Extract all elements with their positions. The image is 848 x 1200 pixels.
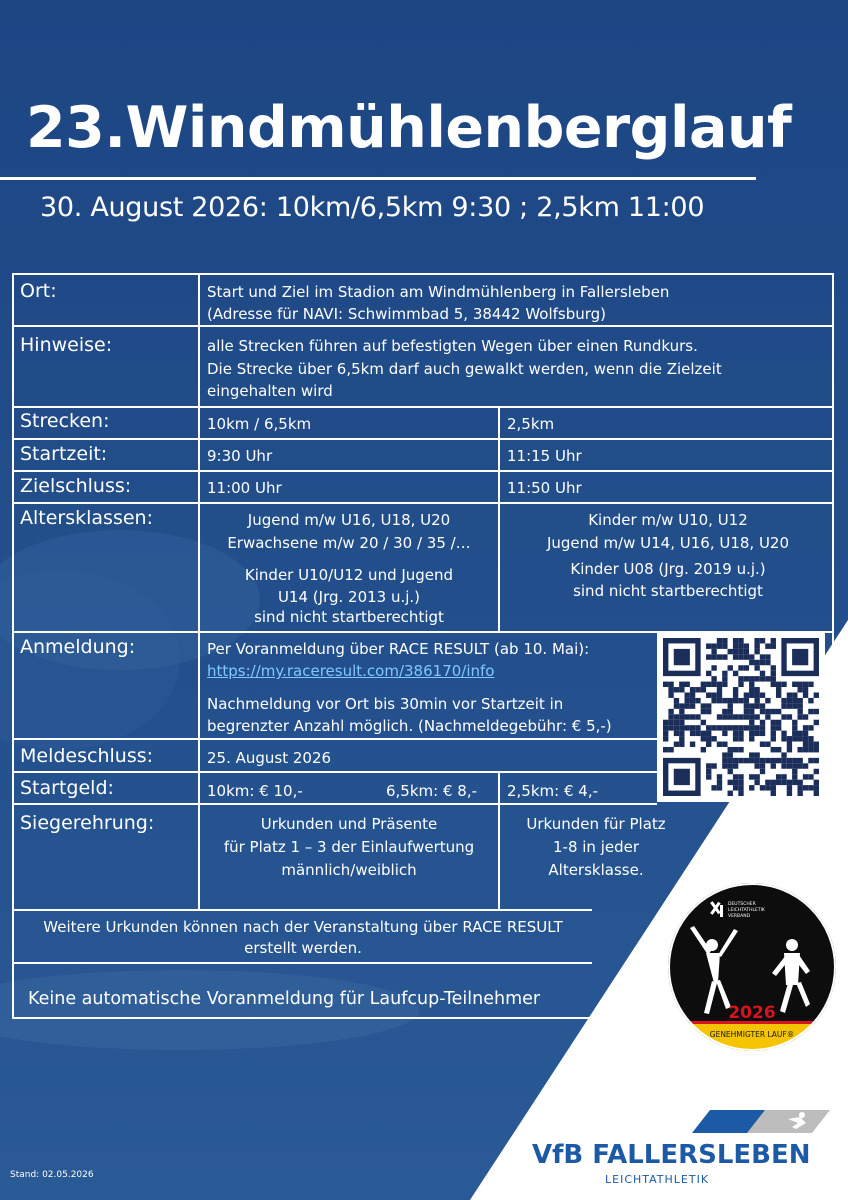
anmeldung-label: Anmeldung: xyxy=(20,636,136,658)
logo-sub: LEICHTATHLETIK xyxy=(605,1173,710,1186)
badge-org-line-3: VERBAND xyxy=(728,914,751,919)
anmeldung-line-4: begrenzter Anzahl möglich. (Nachmeldegebühr: € 5,-) xyxy=(207,717,612,735)
siegerehrung-long-1: Urkunden und Präsente xyxy=(260,815,438,833)
strecken-value-long: 10km / 6,5km xyxy=(207,415,312,433)
zielschluss-value-long: 11:00 Uhr xyxy=(207,479,282,497)
ort-line-1: Start und Ziel im Stadion am Windmühlenberg in Fallersleben xyxy=(207,283,670,301)
startzeit-value-long: 9:30 Uhr xyxy=(207,447,273,465)
altersklassen-long-4: U14 (Jrg. 2013 u.j.) xyxy=(277,588,421,606)
page-title: 23.Windmühlenberglauf xyxy=(26,95,792,161)
siegerehrung-short-3: Altersklasse. xyxy=(548,861,644,879)
stand-date: Stand: 02.05.2026 xyxy=(10,1170,94,1180)
anmeldung-line-1: Per Voranmeldung über RACE RESULT (ab 10. Mai): xyxy=(207,640,590,658)
siegerehrung-long-3: männlich/weiblich xyxy=(281,861,417,879)
hinweise-line-3: eingehalten wird xyxy=(207,382,333,400)
badge-year: 2026 xyxy=(728,1003,776,1023)
altersklassen-long-3: Kinder U10/U12 und Jugend xyxy=(244,566,454,584)
ort-label: Ort: xyxy=(20,280,57,302)
altersklassen-short-3: Kinder U08 (Jrg. 2019 u.j.) xyxy=(570,560,766,578)
altersklassen-short-2: Jugend m/w U14, U16, U18, U20 xyxy=(546,534,790,552)
dlv-approved-badge xyxy=(668,883,836,1051)
altersklassen-short-4: sind nicht startberechtigt xyxy=(573,582,763,600)
meldeschluss-label: Meldeschluss: xyxy=(20,745,154,767)
logo-name: VfB FALLERSLEBEN xyxy=(532,1140,811,1170)
altersklassen-short-1: Kinder m/w U10, U12 xyxy=(588,511,748,529)
startgeld-label: Startgeld: xyxy=(20,777,114,799)
zielschluss-value-short: 11:50 Uhr xyxy=(507,479,582,497)
altersklassen-long-5: sind nicht startberechtigt xyxy=(254,608,444,626)
startgeld-2-5km: 2,5km: € 4,- xyxy=(507,782,599,800)
title-underline xyxy=(0,177,756,180)
anmeldung-line-3: Nachmeldung vor Ort bis 30min vor Startzeit in xyxy=(207,695,564,713)
siegerehrung-short-1: Urkunden für Platz xyxy=(526,815,666,833)
zielschluss-label: Zielschluss: xyxy=(20,475,132,497)
strecken-value-short: 2,5km xyxy=(507,415,555,433)
siegerehrung-long-2: für Platz 1 – 3 der Einlaufwertung xyxy=(223,838,475,856)
qr-code-pattern xyxy=(663,638,819,796)
altersklassen-long-1: Jugend m/w U16, U18, U20 xyxy=(247,511,451,529)
meldeschluss-value: 25. August 2026 xyxy=(207,749,332,767)
qr-code[interactable] xyxy=(657,632,825,802)
badge-text: GENEHMIGTER LAUF® xyxy=(709,1030,795,1039)
startgeld-6-5km: 6,5km: € 8,- xyxy=(386,782,478,800)
hinweise-label: Hinweise: xyxy=(20,334,113,356)
registration-link[interactable]: https://my.raceresult.com/386170/info xyxy=(207,662,495,680)
ort-line-2: (Adresse für NAVI: Schwimmbad 5, 38442 Wolfsburg) xyxy=(207,305,607,323)
startzeit-label: Startzeit: xyxy=(20,443,108,465)
badge-org-line-2: LEICHTATHLETIK xyxy=(728,908,765,913)
weitere-line-2: erstellt werden. xyxy=(244,939,362,957)
startgeld-10km: 10km: € 10,- xyxy=(207,782,303,800)
weitere-line-1: Weitere Urkunden können nach der Veranstaltung über RACE RESULT xyxy=(43,918,563,936)
startzeit-value-short: 11:15 Uhr xyxy=(507,447,582,465)
siegerehrung-short-2: 1-8 in jeder xyxy=(552,838,640,856)
laufcup-note: Keine automatische Voranmeldung für Laufcup-Teilnehmer xyxy=(28,989,541,1009)
altersklassen-label: Altersklassen: xyxy=(20,507,153,529)
vfb-fallersleben-logo xyxy=(530,1105,830,1195)
hinweise-line-1: alle Strecken führen auf befestigten Wegen über einen Rundkurs. xyxy=(207,337,698,355)
altersklassen-long-2: Erwachsene m/w 20 / 30 / 35 /… xyxy=(227,534,471,552)
page-subtitle: 30. August 2026: 10km/6,5km 9:30 ; 2,5km 11:00 xyxy=(40,192,705,223)
badge-org-line-1: DEUTSCHER xyxy=(728,902,756,907)
hinweise-line-2: Die Strecke über 6,5km darf auch gewalkt werden, wenn die Zielzeit xyxy=(207,360,722,378)
siegerehrung-label: Siegerehrung: xyxy=(20,812,155,834)
strecken-label: Strecken: xyxy=(20,410,110,432)
